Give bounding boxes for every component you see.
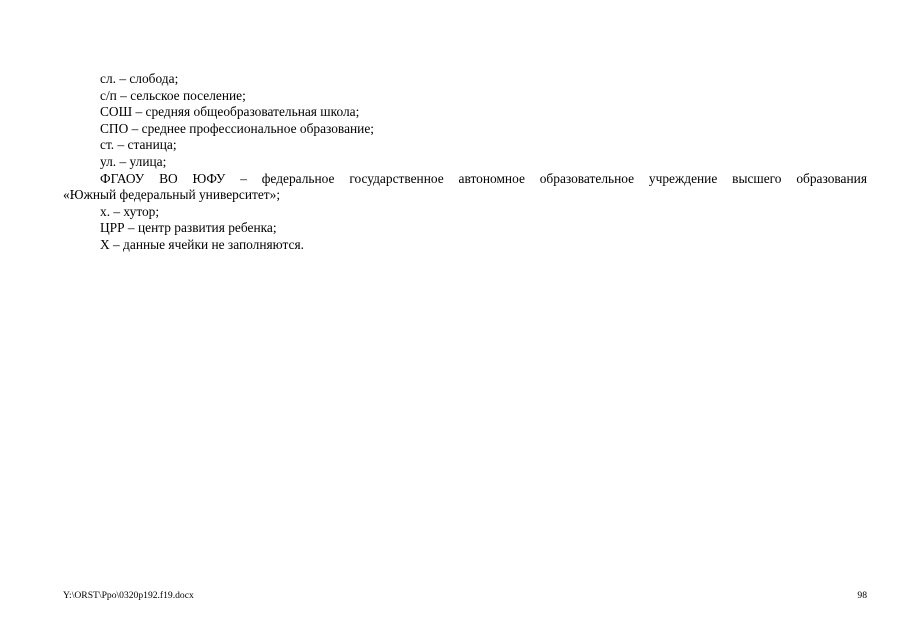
abbreviation-line: сл. – слобода; bbox=[100, 71, 179, 86]
footer-file-path: Y:\ORST\Ppo\0320p192.f19.docx bbox=[63, 590, 194, 601]
abbreviations-list bbox=[63, 71, 867, 254]
abbreviation-line: ул. – улица; bbox=[100, 153, 167, 169]
footer-page-number: 98 bbox=[857, 590, 867, 601]
abbreviation-line: Х – данные ячейки не заполняются. bbox=[100, 236, 304, 252]
abbreviation-line: СПО – среднее профессиональное образование; bbox=[100, 120, 375, 136]
abbreviation-line: х. – хутор; bbox=[100, 203, 160, 219]
abbreviation-long-entry bbox=[63, 171, 867, 204]
abbreviation-line: с/п – сельское поселение; bbox=[100, 87, 246, 103]
abbreviation-line: ЦРР – центр развития ребенка; bbox=[100, 220, 277, 236]
abbreviation-line: ст. – станица; bbox=[100, 137, 177, 153]
abbreviation-line: СОШ – средняя общеобразовательная школа; bbox=[100, 104, 360, 120]
abbreviation-long-entry-line2: «Южный федеральный университет»; bbox=[63, 187, 281, 203]
abbreviation-long-entry-line1: ФГАОУ ВО ЮФУ – федеральное государственное автономное образовательное учреждение высшего образования bbox=[100, 170, 867, 186]
